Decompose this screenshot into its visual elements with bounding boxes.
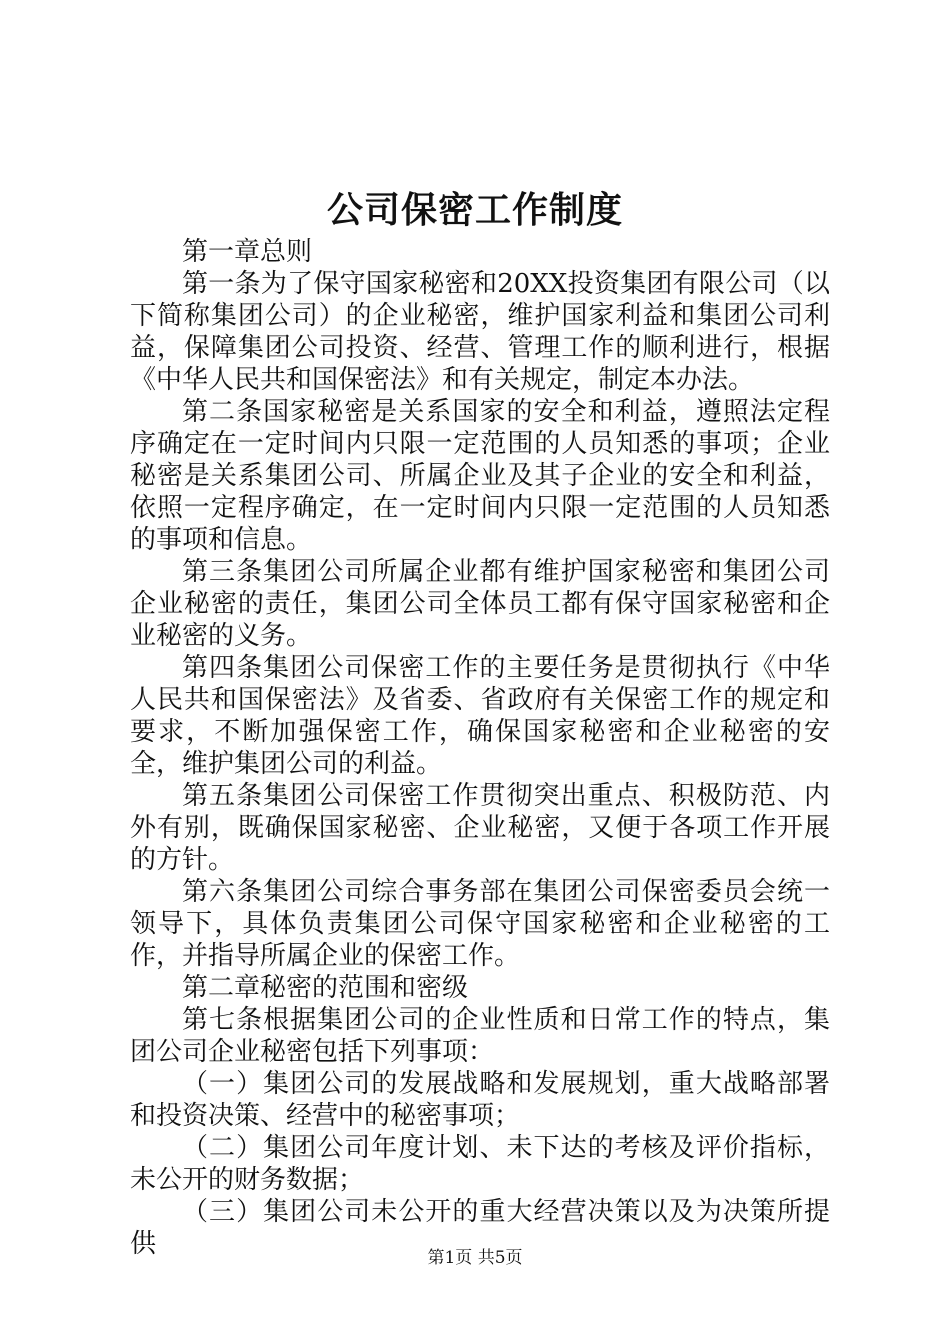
paragraph: 第四条集团公司保密工作的主要任务是贯彻执行《中华人民共和国保密法》及省委、省政府有关保密工作的规定和要求，不断加强保密工作，确保国家秘密和企业秘密的安全，维护集团公司的利益。 (130, 653, 830, 779)
chapter-heading: 第二章秘密的范围和密级 (182, 973, 469, 1003)
paragraph: 第六条集团公司综合事务部在集团公司保密委员会统一领导下，具体负责集团公司保守国家秘密和企业秘密的工作，并指导所属企业的保密工作。 (130, 877, 830, 971)
list-item: （一）集团公司的发展战略和发展规划，重大战略部署和投资决策、经营中的秘密事项； (130, 1069, 830, 1131)
document-body (130, 236, 830, 1260)
document-title: 公司保密工作制度 (326, 189, 623, 231)
paragraph: 第七条根据集团公司的企业性质和日常工作的特点，集团公司企业秘密包括下列事项： (130, 1005, 830, 1067)
list-item: （三）集团公司未公开的重大经营决策以及为决策所提供 (130, 1197, 830, 1259)
list-item: （二）集团公司年度计划、未下达的考核及评价指标，未公开的财务数据； (130, 1133, 830, 1195)
page-footer: 第1页 共5页 (427, 1248, 523, 1268)
paragraph: 第二条国家秘密是关系国家的安全和利益，遵照法定程序确定在一定时间内只限一定范围的人员知悉的事项；企业秘密是关系集团公司、所属企业及其子企业的安全和利益，依照一定程序确定，在一定时间内只限一定范围的人员知悉的事项和信息。 (130, 397, 830, 555)
chapter-heading: 第一章总则 (182, 237, 313, 267)
paragraph: 第三条集团公司所属企业都有维护国家秘密和集团公司企业秘密的责任，集团公司全体员工都有保守国家秘密和企业秘密的义务。 (130, 557, 830, 651)
paragraph: 第一条为了保守国家秘密和20XX投资集团有限公司（以下简称集团公司）的企业秘密，维护国家利益和集团公司利益，保障集团公司投资、经营、管理工作的顺利进行，根据《中华人民共和国保密法》和有关规定，制定本办法。 (130, 269, 830, 395)
paragraph: 第五条集团公司保密工作贯彻突出重点、积极防范、内外有别，既确保国家秘密、企业秘密，又便于各项工作开展的方针。 (130, 781, 830, 875)
